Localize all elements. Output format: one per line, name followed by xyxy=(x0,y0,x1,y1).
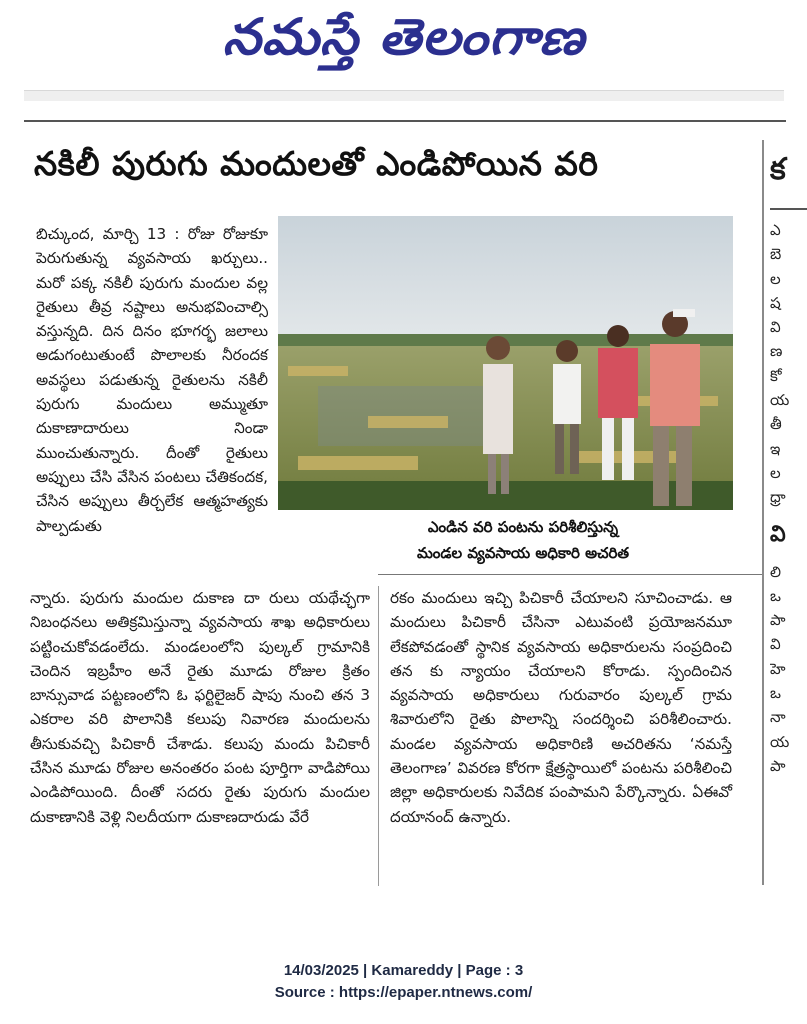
adjacent-subhead-fragment: వి xyxy=(770,521,786,547)
article-column-b: రకం మందులు ఇచ్చి పిచికారీ చేయాలని సూచించాడు. ఆ మందులు పిచికారీ చేసినా ఎటువంటి ప్రయోజనమూ లేకపోవడంతో స్థానిక వ్యవసాయ అధికారులను సంప్రదించి తన కు న్యాయం చేయాలని కోరాడు. స్పందించిన వ్యవసాయ అధికారులు గురువారం పుల్కల్ గ్రామ శివారులోని రైతు పొలాన్ని సందర్శించి పరిశీలించారు. మండల వ్యవసాయ అధికారిణి అచరితను ‘నమస్తే తెలంగాణ’ వివరణ కోరగా క్షేత్రస్థాయిలో పంటను పరిశీలించి జిల్లా అధికారులకు నివేదిక పంపామని పేర్కొన్నారు. ఏఈవో దయానంద్ ఉన్నారు. xyxy=(390,589,732,826)
caption-divider xyxy=(378,574,763,575)
article-headline: నకిలీ పురుగు మందులతో ఎండిపోయిన వరి xyxy=(34,144,599,183)
field-inspection-photo xyxy=(278,216,733,510)
column-separator xyxy=(762,140,764,885)
adjacent-rule xyxy=(770,208,807,210)
page-footer xyxy=(0,960,807,1004)
article-column-a-bottom: న్నారు. పురుగు మందుల దుకాణ దా రులు యథేచ్ఛగా నిబంధనలు అతిక్రమిస్తున్నా వ్యవసాయ శాఖ అధికారులు పట్టించుకోవడంలేదు. మండలంలోని పుల్కల్ గ్రామానికి చెందిన ఇబ్రహీం అనే రైతు మూడు రోజుల క్రితం బాన్సువాడ పట్టణంలోని ఓ ఫర్టిలైజర్ షాపు నుంచి తన 3 ఎకరాల వరి పొలానికి కలుపు నివారణ మందులను తీసుకువచ్చి పిచికారీ చేశాడు. కలుపు మందు పిచికారీ చేసిన మూడు రోజుల అనంతరం పంట పూర్తిగా వాడిపోయి ఎండిపోయింది. దీంతో సదరు రైతు పురుగు మందుల దుకాణానికి వెళ్లి నిలదీయగా దుకాణదారుడు వేరే xyxy=(30,589,370,826)
adjacent-text-fragment-2: లి ఒ పా వి హె ఒ నా య పా xyxy=(770,562,790,775)
photo-caption xyxy=(378,514,668,566)
footer-source-link[interactable]: Source : https://epaper.ntnews.com/ xyxy=(274,984,533,1001)
article-photo xyxy=(278,216,733,510)
masthead xyxy=(0,0,807,78)
masthead-title: నమస్తే తెలంగాణ xyxy=(222,8,585,66)
article-column-a-top: బిచ్కుంద, మార్చి 13 : రోజు రోజుకూ పెరుగుతున్న వ్యవసాయ ఖర్చులు.. మరో పక్క నకిలీ పురుగు మందుల వల్ల రైతులు తీవ్ర నష్టాలు అనుభవించాల్సి వస్తున్నది. దిన దినం భూగర్భ జలాలు అడుగంటుతుంటే పొలాలకు నీరందక అవస్థలు పడుతున్న రైతులను నకిలీ పురుగు మందులు అమ్ముతూ దుకాణాదారులు నిండా ముంచుతున్నారు. దీంతో రైతులు అప్పులు చేసి వేసిన పంటలు చేతికందక, చేసిన అప్పులు తీర్చలేక ఆత్మహత్యకు పాల్పడుతు xyxy=(36,225,268,535)
top-rule xyxy=(24,120,786,122)
footer-edition-info: 14/03/2025 | Kamareddy | Page : 3 xyxy=(283,962,524,979)
masthead-band xyxy=(24,90,784,101)
adjacent-text-fragment: ఎ బె ల ష వి ణ కో య తీ ఇ ల ధ్రా xyxy=(770,221,790,507)
adjacent-headline-fragment: క xyxy=(770,152,786,187)
adjacent-article-fragment xyxy=(770,140,807,890)
column-divider xyxy=(378,586,379,886)
photo-caption-line-2: మండల వ్యవసాయ అధికారి అచరిత xyxy=(416,544,630,562)
photo-caption-line-1: ఎండిన వరి పంటను పరిశీలిస్తున్న xyxy=(427,518,619,536)
